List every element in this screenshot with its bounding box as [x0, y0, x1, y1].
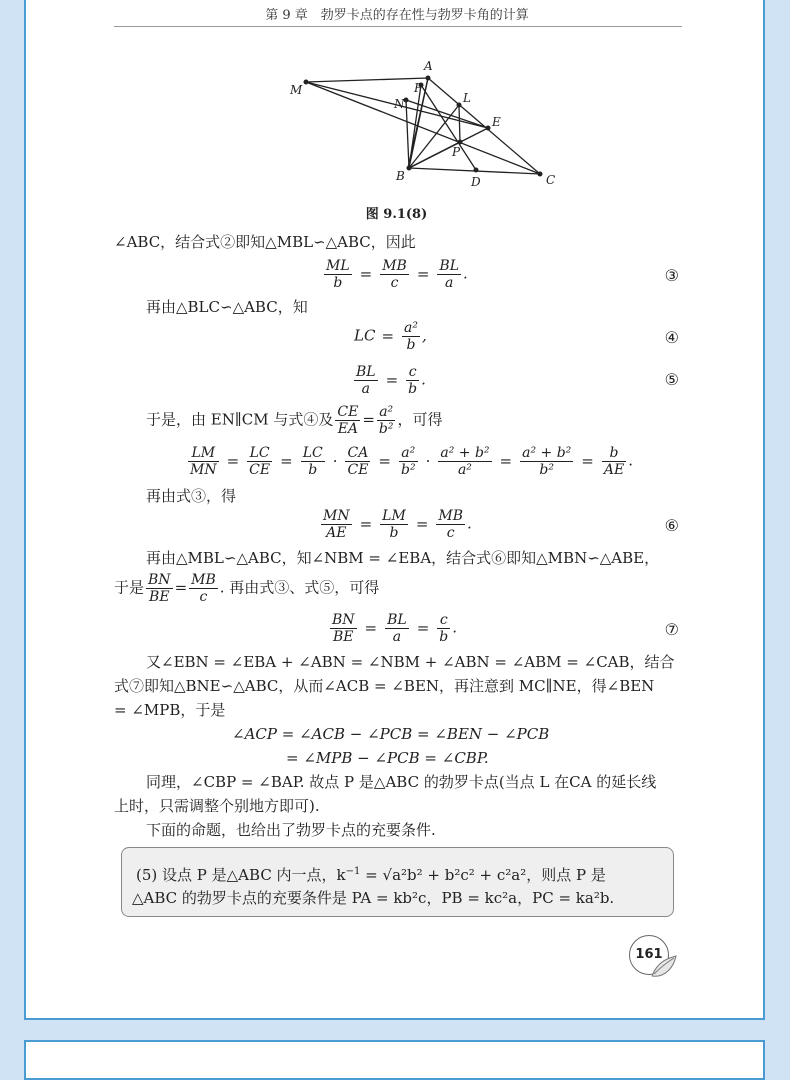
- geometry-figure: [266, 50, 566, 200]
- proposition-box: [121, 847, 674, 917]
- text-line-9: = ∠MPB，于是: [114, 701, 226, 719]
- label-L: L: [463, 91, 471, 105]
- equation-7: $\frac{BN}{BE}$ = $\frac{BL}{a}$ = $\frac{c}{b}$ .: [332, 612, 458, 645]
- equation-4: LC = $\frac{\text{a²}}{b}$ ,: [354, 320, 427, 353]
- tag-5: ⑤: [664, 370, 679, 389]
- text-line-3: 于是，由 EN∥CM 与式④及 $\frac{CE}{EA}$ = $\frac{\text{a²}}{\text{b²}}$ ，可得: [146, 404, 443, 437]
- text-line-11: = ∠MPB − ∠PCB = ∠CBP.: [286, 749, 489, 767]
- label-F: F: [414, 81, 423, 95]
- label-P: P: [452, 145, 461, 159]
- equation-3: $\frac{ML}{b}$ = $\frac{MB}{c}$ = $\frac{BL}{a}$ .: [326, 258, 468, 291]
- text-line-8: 式⑦即知△BNE∽△ABC，从而∠ACB = ∠BEN，再注意到 MC∥NE，得∠BEN: [114, 677, 655, 695]
- text-line-14: 下面的命题，也给出了勃罗卡点的充要条件.: [146, 821, 436, 839]
- tag-6: ⑥: [664, 516, 679, 535]
- text-line-2: 再由△BLC∽△ABC，知: [146, 298, 308, 316]
- text-line-6: 于是 $\frac{BN}{BE}$ = $\frac{MB}{c}$ . 再由式③、式⑤，可得: [114, 572, 380, 605]
- label-E: E: [492, 115, 501, 129]
- text-line-5: 再由△MBL∽△ABC，知∠NBM = ∠EBA，结合式⑥即知△MBN∽△ABE，: [146, 549, 660, 567]
- header-rule: [114, 26, 682, 27]
- proposition-line-2: △ABC 的勃罗卡点的充要条件是 PA = kb²c，PB = kc²a，PC = ka²b.: [132, 889, 615, 907]
- next-page-edge: [24, 1040, 765, 1080]
- page-number: 161: [629, 935, 669, 975]
- text-line-7: 又∠EBN = ∠EBA + ∠ABN = ∠NBM + ∠ABN = ∠ABM = ∠CAB，结合: [146, 653, 675, 671]
- running-header: 第 9 章 勃罗卡点的存在性与勃罗卡角的计算: [265, 8, 529, 23]
- label-B: B: [396, 169, 405, 183]
- figure-caption: 图 9.1(8): [365, 207, 428, 222]
- proposition-line-1: (5) 设点 P 是△ABC 内一点，$k^{-1} = √a^2b^2 + b^2c^2 + c^2a^2$，则点 P 是: [136, 866, 606, 884]
- label-A: A: [424, 59, 433, 73]
- text-line-13: 上时，只需调整个别地方即可).: [114, 797, 320, 815]
- text-line-12: 同理，∠CBP = ∠BAP. 故点 P 是△ABC 的勃罗卡点(当点 L 在CA 的延长线: [146, 773, 657, 791]
- label-M: M: [290, 83, 303, 97]
- text-line-10: ∠ACP = ∠ACB − ∠PCB = ∠BEN − ∠PCB: [232, 725, 550, 743]
- equation-5: $\frac{BL}{a}$ = $\frac{c}{b}$ .: [356, 364, 426, 397]
- label-C: C: [546, 173, 556, 187]
- tag-4: ④: [664, 328, 679, 347]
- equation-long: $\frac{LM}{MN}$ = $\frac{LC}{CE}$ = $\frac{LC}{b}$ · $\frac{CA}{CE}$ = $\frac{\text{a²}}{\text{b²}}$ · $\frac{\text{a² + b²}}{\text{a²}}$ = $\frac{\text{a² + b²}}{\text{b²}}$ = $\frac{b}{AE}$ .: [190, 445, 633, 478]
- tag-3: ③: [664, 266, 679, 285]
- tag-7: ⑦: [664, 620, 679, 639]
- label-D: D: [471, 175, 481, 189]
- book-page: [24, 0, 765, 1020]
- label-N: N: [394, 97, 405, 111]
- text-line-1: ∠ABC，结合式②即知△MBL∽△ABC，因此: [114, 233, 416, 251]
- leaf-icon: [648, 952, 678, 982]
- text-line-4: 再由式③，得: [146, 487, 237, 505]
- equation-6: $\frac{MN}{AE}$ = $\frac{LM}{b}$ = $\frac{MB}{c}$ .: [323, 508, 472, 541]
